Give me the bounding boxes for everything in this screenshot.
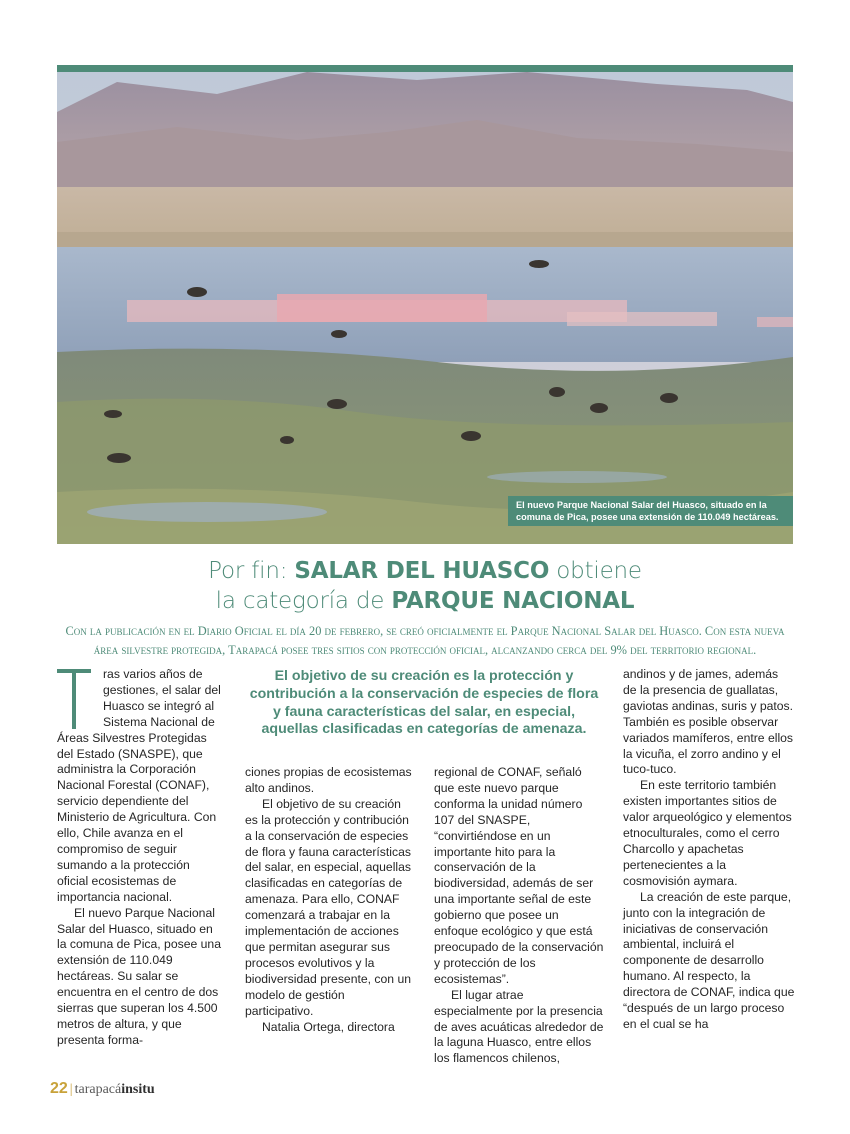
headline-text: la categoría de <box>215 588 392 614</box>
paragraph: ciones propias de ecosistemas alto andinos. <box>245 765 412 795</box>
page-footer <box>50 1080 155 1098</box>
top-accent-bar <box>57 65 793 72</box>
paragraph: regional de CONAF, señaló que este nuevo parque conforma la unidad número 107 del SNASPE, “convirtiéndose en un importante hito para la conservación de la biodiversidad, además de ser una importante señal de este gobierno que posee un enfoque ecológico y que está preocupado de la conservación y protección de los ecosistemas”. <box>434 765 604 986</box>
photo-caption: El nuevo Parque Nacional Salar del Huasco, situado en la comuna de Pica, posee una extensión de 110.049 hectáreas. <box>508 496 793 526</box>
paragraph: El nuevo Parque Nacional Salar del Huasco, situado en la comuna de Pica, posee una extensión de 110.049 hectáreas. Su salar se encuentra en el centro de dos sierras que superan los 4.500 metros de altura, y que presenta forma- <box>57 905 221 1047</box>
paragraph: El lugar atrae especialmente por la presencia de aves acuáticas alrededor de la laguna Huasco, entre ellos los flamencos chilenos, <box>434 987 604 1066</box>
paragraph: La creación de este parque, junto con la integración de iniciativas de conservación ambiental, incluirá el componente de desarrollo humano. Al respecto, la directora de CONAF, indica que “después de un largo proceso en el cual se ha <box>623 889 795 1031</box>
drop-cap-t <box>57 669 99 729</box>
headline-line-1 <box>0 556 850 586</box>
magazine-brand: tarapacá <box>74 1082 122 1097</box>
article-headline <box>0 556 850 616</box>
salar-photo <box>57 72 793 544</box>
paragraph: En este territorio también existen importantes sitios de valor arqueológico y elementos etnoculturales, como el cerro Charcollo y apachetas pertenecientes a la cosmovisión aymara. <box>623 778 792 888</box>
magazine-brand-bold: insitu <box>121 1082 155 1097</box>
headline-bold-text: PARQUE NACIONAL <box>391 588 635 614</box>
footer-separator: | <box>69 1082 73 1097</box>
article-lead: Con la publicación en el Diario Oficial el día 20 de febrero, se creó oficialmente el Parque Nacional Salar del Huasco. Con esta nueva área silvestre protegida, Tarapacá posee tres sitios con protección oficial, alcanzando cerca del 9% del territorio regional. <box>65 624 785 657</box>
paragraph: andinos y de james, además de la presencia de guallatas, gaviotas andinas, suris y patos. También es posible observar variados mamíferos, entre ellos la vicuña, el zorro andino y el tuco-tuco. <box>623 667 794 777</box>
headline-line-2 <box>0 586 850 616</box>
headline-text: Por fin: <box>208 558 295 584</box>
body-column-2 <box>245 765 415 1035</box>
body-column-1 <box>57 667 221 1049</box>
paragraph: Natalia Ortega, directora <box>262 1019 395 1034</box>
paragraph: El objetivo de su creación es la protección y contribución a la conservación de especies de flora y fauna características del salar, en especial, aquellas clasificadas en categorías de amenaza. Para ello, CONAF comenzará a trabajar en la implementación de acciones que permitan asegurar sus procesos evolutivos y la biodiversidad presente, con un modelo de gestión participativo. <box>245 796 411 1018</box>
headline-text: obtiene <box>549 558 642 584</box>
paragraph: ras varios años de gestiones, el salar del Huasco se integró al Sistema Nacional de Áreas Silvestres Protegidas del Estado (SNASPE), que administra la Corporación Nacional Forestal (CONAF), servicio dependiente del Ministerio de Agricultura. Con ello, Chile avanza en el compromiso de seguir sumando a la protección oficial ecosistemas de importancia nacional. <box>57 667 221 904</box>
headline-bold-text: SALAR DEL HUASCO <box>294 558 550 584</box>
page-number: 22 <box>50 1080 68 1097</box>
body-column-3 <box>434 765 604 1067</box>
flamingo-landscape-image <box>57 72 793 544</box>
pull-quote: El objetivo de su creación es la protección y contribución a la conservación de especies de flora y fauna características del salar, en especial, aquellas clasificadas en categorías de amenaza. <box>249 668 599 738</box>
body-column-4 <box>623 667 795 1033</box>
